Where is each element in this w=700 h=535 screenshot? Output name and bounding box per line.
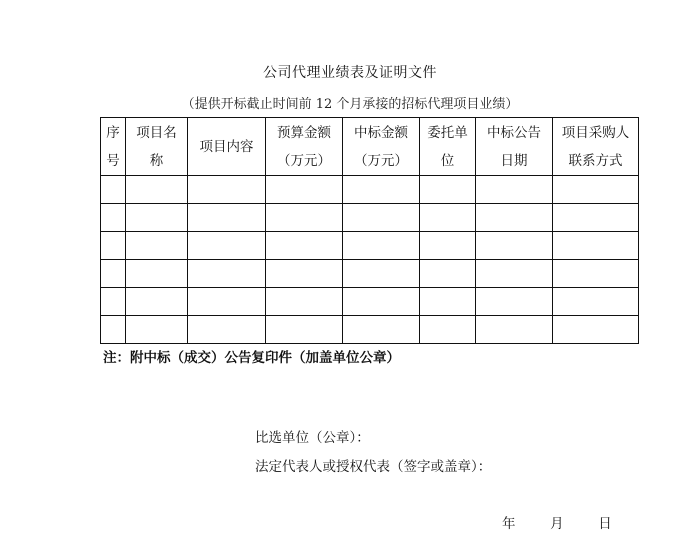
table-cell bbox=[420, 260, 476, 288]
table-cell bbox=[126, 288, 188, 316]
column-header-line: 项目采购人 bbox=[561, 124, 630, 141]
table-cell bbox=[343, 316, 420, 344]
column-header-line: 中标金额 bbox=[354, 124, 408, 141]
table-cell bbox=[553, 288, 639, 316]
table-row bbox=[101, 288, 639, 316]
column-header-line: 号 bbox=[106, 152, 120, 169]
table-cell bbox=[126, 176, 188, 204]
table-cell bbox=[188, 176, 266, 204]
table-cell bbox=[266, 232, 343, 260]
table-cell bbox=[476, 316, 553, 344]
table-cell bbox=[420, 176, 476, 204]
table-cell bbox=[266, 288, 343, 316]
column-header-line: 位 bbox=[440, 152, 455, 169]
performance-table bbox=[100, 117, 639, 344]
table-cell bbox=[266, 176, 343, 204]
column-header bbox=[476, 118, 553, 176]
table-cell bbox=[343, 260, 420, 288]
date-year: 年 bbox=[502, 516, 516, 532]
table-cell bbox=[101, 176, 126, 204]
table-cell bbox=[476, 232, 553, 260]
table-cell bbox=[126, 316, 188, 344]
column-header bbox=[343, 118, 420, 176]
table-cell bbox=[553, 204, 639, 232]
table-cell bbox=[101, 260, 126, 288]
table-cell bbox=[420, 232, 476, 260]
table-cell bbox=[476, 260, 553, 288]
table-cell bbox=[188, 260, 266, 288]
table-cell bbox=[188, 232, 266, 260]
table-cell bbox=[266, 316, 343, 344]
table-cell bbox=[266, 260, 343, 288]
table-row bbox=[101, 260, 639, 288]
table-cell bbox=[101, 232, 126, 260]
date-day: 日 bbox=[598, 516, 612, 532]
column-header-line: 项目名 bbox=[136, 124, 177, 141]
column-header-line: 序 bbox=[106, 124, 120, 141]
table-cell bbox=[188, 316, 266, 344]
column-header-line: 中标公告 bbox=[487, 124, 541, 141]
seal-unit-line: 比选单位（公章）： bbox=[255, 430, 370, 446]
table-cell bbox=[553, 232, 639, 260]
table-cell bbox=[476, 288, 553, 316]
document-title: 公司代理业绩表及证明文件 bbox=[263, 65, 437, 81]
column-header bbox=[266, 118, 343, 176]
table-row bbox=[101, 176, 639, 204]
column-header-line: （万元） bbox=[277, 152, 331, 169]
column-header-line: 预算金额 bbox=[277, 124, 331, 141]
table-cell bbox=[343, 232, 420, 260]
table-cell bbox=[553, 316, 639, 344]
column-header-line: 日期 bbox=[500, 152, 528, 169]
legal-rep-line: 法定代表人或授权代表（签字或盖章）： bbox=[255, 459, 492, 475]
table-cell bbox=[476, 204, 553, 232]
table-cell bbox=[266, 204, 343, 232]
column-header bbox=[101, 118, 126, 176]
table-cell bbox=[420, 316, 476, 344]
column-header bbox=[420, 118, 476, 176]
table-cell bbox=[188, 288, 266, 316]
table-cell bbox=[343, 204, 420, 232]
table-cell bbox=[188, 204, 266, 232]
column-header-line: 项目内容 bbox=[199, 138, 254, 155]
column-header bbox=[126, 118, 188, 176]
table-row bbox=[101, 232, 639, 260]
table-cell bbox=[420, 204, 476, 232]
table-cell bbox=[101, 204, 126, 232]
column-header-line: 联系方式 bbox=[568, 152, 623, 169]
date-month: 月 bbox=[550, 516, 564, 532]
document-subtitle: （提供开标截止时间前 12 个月承接的招标代理项目业绩） bbox=[181, 97, 519, 112]
table-cell bbox=[101, 316, 126, 344]
attachment-note: 注：附中标（成交）公告复印件（加盖单位公章） bbox=[103, 350, 400, 366]
table-row bbox=[101, 204, 639, 232]
table-cell bbox=[126, 260, 188, 288]
column-header bbox=[553, 118, 639, 176]
date-line bbox=[502, 512, 612, 532]
column-header bbox=[188, 118, 266, 176]
table-cell bbox=[553, 260, 639, 288]
table-header-row bbox=[101, 118, 639, 176]
column-header-line: 委托单 bbox=[427, 124, 468, 141]
table-cell bbox=[476, 176, 553, 204]
table-cell bbox=[126, 232, 188, 260]
table-cell bbox=[553, 176, 639, 204]
table-row bbox=[101, 316, 639, 344]
column-header-line: （万元） bbox=[354, 152, 408, 169]
table-cell bbox=[126, 204, 188, 232]
table-cell bbox=[101, 288, 126, 316]
table-cell bbox=[420, 288, 476, 316]
column-header-line: 称 bbox=[149, 152, 164, 169]
table-cell bbox=[343, 176, 420, 204]
table-cell bbox=[343, 288, 420, 316]
